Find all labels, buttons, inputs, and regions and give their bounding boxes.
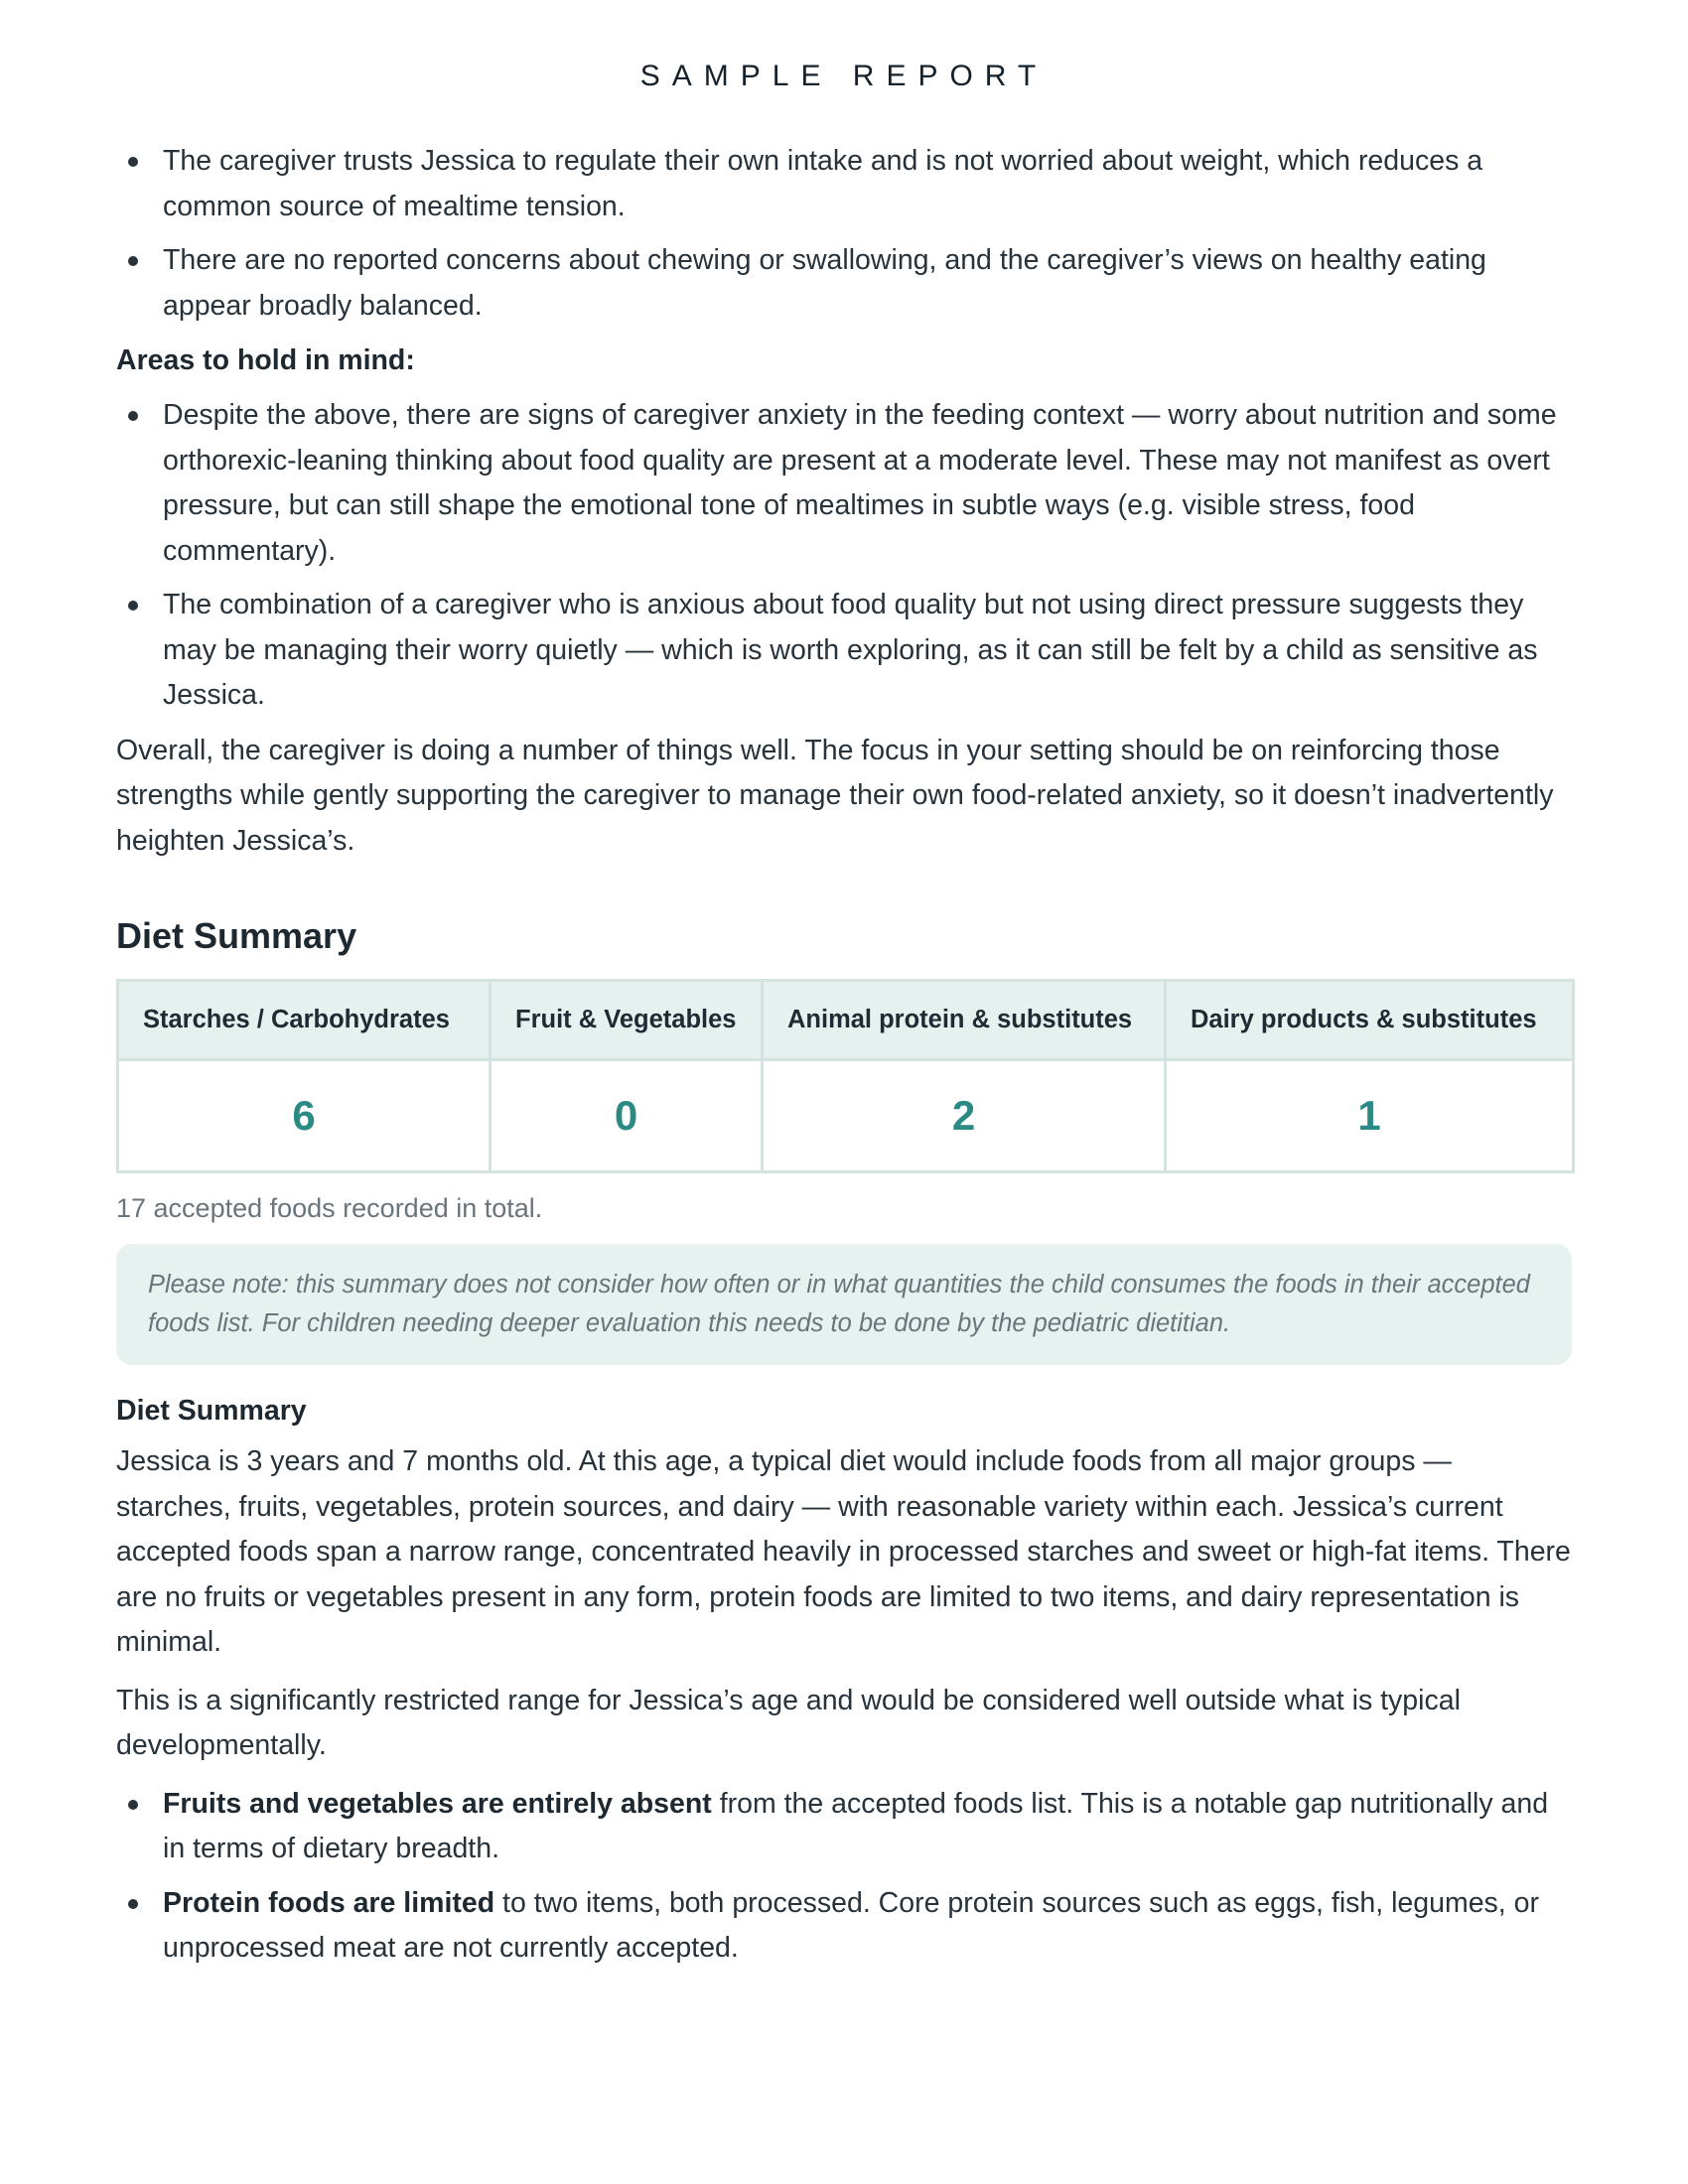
diet-paragraph-2: This is a significantly restricted range for Jessica’s age and would be considered well outside what is typical developmentally. (116, 1684, 1461, 1761)
count-cell: 6 (118, 1060, 491, 1172)
finding-text: to two items, both processed. Core protein sources such as eggs, fish, legumes, or unprocessed meat are not currently accepted. (163, 1886, 1539, 1964)
areas-list (116, 393, 1572, 719)
list-item (116, 1881, 1572, 1972)
list-item: The combination of a caregiver who is anxious about food quality but not using direct pressure suggests they may be managing their worry quietly — which is worth exploring, as it can still be felt by a child as sensitive as Jessica. (116, 583, 1572, 719)
diet-summary-title: Diet Summary (116, 915, 357, 956)
column-header: Dairy products & substitutes (1166, 981, 1574, 1060)
list-item: Despite the above, there are signs of caregiver anxiety in the feeding context — worry about nutrition and some orthorexic-leaning thinking about food quality are present at a moderate level. These may not manifest as overt pressure, but can still shape the emotional tone of mealtimes in subtle ways (e.g. visible stress, food commentary). (116, 393, 1572, 574)
table-row (118, 1060, 1574, 1172)
finding-bold: Protein foods are limited (163, 1886, 495, 1919)
table-header-row (118, 981, 1574, 1060)
count-cell: 2 (763, 1060, 1166, 1172)
diet-summary-subheading: Diet Summary (116, 1395, 307, 1427)
column-header: Animal protein & substitutes (763, 981, 1166, 1060)
column-header: Starches / Carbohydrates (118, 981, 491, 1060)
total-foods-text: 17 accepted foods recorded in total. (116, 1193, 543, 1223)
list-item: There are no reported concerns about chewing or swallowing, and the caregiver’s views on healthy eating appear broadly balanced. (116, 238, 1572, 329)
finding-text: from the accepted foods list. This is a notable gap nutritionally and in terms of dietary breadth. (163, 1787, 1549, 1864)
areas-heading: Areas to hold in mind: (116, 344, 415, 376)
list-item (116, 1782, 1572, 1872)
count-cell: 0 (491, 1060, 763, 1172)
report-content (116, 139, 1572, 1980)
findings-list (116, 1782, 1572, 1972)
column-header: Fruit & Vegetables (491, 981, 763, 1060)
report-header-title: SAMPLE REPORT (639, 60, 1049, 92)
count-cell: 1 (1166, 1060, 1574, 1172)
list-item: The caregiver trusts Jessica to regulate their own intake and is not worried about weight, which reduces a common source of mealtime tension. (116, 139, 1572, 229)
finding-bold: Fruits and vegetables are entirely absent (163, 1787, 712, 1820)
diet-summary-table (116, 979, 1575, 1173)
overall-paragraph: Overall, the caregiver is doing a number of things well. The focus in your setting should be on reinforcing those strengths while gently supporting the caregiver to manage their own food-related anxiety, so it doesn’t inadvertently heighten Jessica’s. (116, 734, 1554, 857)
note-box: Please note: this summary does not consider how often or in what quantities the child consumes the foods in their accepted foods list. For children needing deeper evaluation this needs to be done by the pediatric dietitian. (116, 1244, 1572, 1365)
strengths-list (116, 139, 1572, 329)
diet-paragraph-1: Jessica is 3 years and 7 months old. At this age, a typical diet would include foods from all major groups — starches, fruits, vegetables, protein sources, and dairy — with reasonable variety within each. Jessica’s current accepted foods span a narrow range, concentrated heavily in processed starches and sweet or high-fat items. There are no fruits or vegetables present in any form, protein foods are limited to two items, and dairy representation is minimal. (116, 1445, 1571, 1658)
